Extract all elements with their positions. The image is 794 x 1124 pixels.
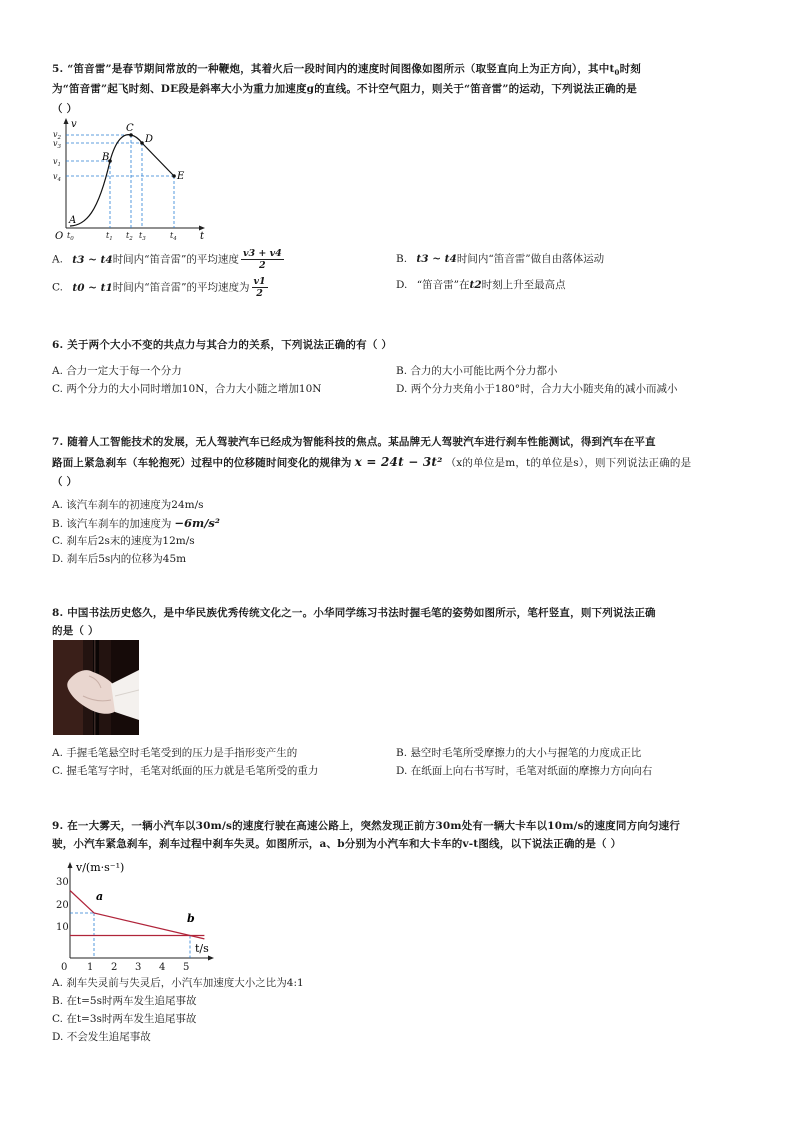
- q7-option-b[interactable]: B. 该汽车刹车的加速度为 −6m/s²: [52, 516, 220, 530]
- q9-ytick-20: 20: [56, 900, 69, 911]
- q8-option-c[interactable]: C. 握毛笔写字时，毛笔对纸面的压力就是毛笔所受的重力: [52, 765, 319, 777]
- q9-stem-line1: 9. 在一大雾天，一辆小汽车以30m/s的速度行驶在高速公路上，突然发现正前方30m处有一辆大卡车以10m/s的速度同方向匀速行: [52, 820, 681, 832]
- q9-ytick-30: 30: [56, 877, 69, 888]
- q7-stem-line3: （ ）: [52, 476, 78, 488]
- q5-option-d[interactable]: D. “笛音雷”在t2时刻上升至最高点: [396, 279, 566, 291]
- q5-axis-t-arrow: [199, 226, 205, 231]
- q5-option-a[interactable]: A. t3 ~ t4时间内“笛音雷”的平均速度 $\frac{v3 + v4}{2}$: [52, 248, 282, 271]
- q5-label-v2: $v_2$: [53, 130, 62, 141]
- q6-option-a[interactable]: A. 合力一定大于每一个分力: [52, 365, 182, 377]
- q5-label-v4: $v_4$: [53, 172, 62, 183]
- q5-label-t1: $t_1$: [106, 231, 113, 242]
- q9-stem-line2: 驶，小汽车紧急刹车，刹车过程中刹车失灵。如图所示，a、b分别为小汽车和大卡车的v-t图线，以下说法正确的是（ ）: [52, 838, 622, 850]
- q5-label-d: D: [145, 134, 154, 145]
- q5-stem-line2: 为“笛音雷”起飞时刻、DE段是斜率大小为重力加速度g的直线。不计空气阻力，则关于“笛音雷”的运动，下列说法正确的是: [52, 83, 638, 95]
- q5-label-a: A: [69, 215, 77, 226]
- q6-option-d[interactable]: D. 两个分力夹角小于180°时，合力大小随夹角的减小而减小: [396, 383, 678, 395]
- q9-xtick-5: 5: [183, 962, 190, 973]
- q5-axis-v-label: v: [71, 119, 77, 130]
- q5-label-t4: $t_4$: [170, 231, 177, 242]
- q5-stem-line1: 5. “笛音雷”是春节期间常放的一种鞭炮，其着火后一段时间内的速度时间图像如图所示（取竖直向上为正方向），其中$t_0$时刻: [52, 63, 641, 78]
- q5-label-b: B: [102, 152, 110, 163]
- q7-option-c[interactable]: C. 刹车后2s末的速度为12m/s: [52, 535, 195, 547]
- brush-hand-illustration: [53, 640, 139, 735]
- q5-option-c[interactable]: C. t0 ~ t1时间内“笛音雷”的平均速度为 $\frac{v1}{2}$: [52, 276, 266, 299]
- q8-stem-line1: 8. 中国书法历史悠久，是中华民族优秀传统文化之一。小华同学练习书法时握毛笔的姿势如图所示，笔杆竖直，则下列说法正确: [52, 607, 656, 619]
- q6-option-b[interactable]: B. 合力的大小可能比两个分力都小: [396, 365, 558, 377]
- brush-holding-photo: [53, 640, 139, 735]
- q9-label-a: a: [96, 890, 104, 903]
- q9-xtick-4: 4: [159, 962, 166, 973]
- q5-point-d: [140, 141, 144, 145]
- q9-option-d[interactable]: D. 不会发生追尾事故: [52, 1031, 151, 1043]
- q5-label-t2: $t_2$: [126, 231, 133, 242]
- q6-option-c[interactable]: C. 两个分力的大小同时增加10N，合力大小随之增加10N: [52, 383, 322, 395]
- q9-axis-y-arrow: [68, 862, 73, 868]
- q5-option-b[interactable]: B. t3 ~ t4时间内“笛音雷”做自由落体运动: [396, 253, 605, 265]
- q5-label-c: C: [126, 123, 134, 134]
- q5-label-t0: $t_0$: [67, 231, 74, 242]
- q9-axis-x-label: t/s: [195, 942, 209, 955]
- q8-stem-line2: 的是（ ）: [52, 625, 99, 637]
- q9-series-line-a: [70, 891, 204, 939]
- q5-label-e: E: [177, 171, 185, 182]
- q5-label-t3: $t_3$: [139, 231, 146, 242]
- q5-label-v3: $v_3$: [53, 139, 62, 150]
- q7-option-d[interactable]: D. 刹车后5s内的位移为45m: [52, 553, 187, 565]
- q9-option-a[interactable]: A. 刹车失灵前与失灵后，小汽车加速度大小之比为4:1: [52, 977, 304, 989]
- q8-option-d[interactable]: D. 在纸面上向右书写时，毛笔对纸面的摩擦力方向向右: [396, 765, 653, 777]
- q9-xtick-2: 2: [111, 962, 118, 973]
- q5-stem-line3: （ ）: [52, 103, 78, 115]
- q9-axis-y-label: v/(m·s⁻¹): [76, 861, 125, 874]
- q9-vt-chart: [52, 856, 232, 976]
- q9-xtick-0: 0: [61, 962, 68, 973]
- q5-point-e: [172, 174, 176, 178]
- q5-label-v1: $v_1$: [53, 157, 62, 168]
- q5-axis-v-arrow: [64, 118, 69, 124]
- q9-option-b[interactable]: B. 在t=5s时两车发生追尾事故: [52, 995, 197, 1007]
- q9-option-c[interactable]: C. 在t=3s时两车发生追尾事故: [52, 1013, 197, 1025]
- q7-stem-line2: 路面上紧急刹车（车轮抱死）过程中的位移随时间变化的规律为 x = 24t − 3t² （x的单位是m，t的单位是s），则下列说法正确的是: [52, 455, 692, 469]
- q5-axis-t-label: t: [200, 231, 205, 242]
- q5-vt-graph: [52, 117, 212, 245]
- q7-option-a[interactable]: A. 该汽车刹车的初速度为24m/s: [52, 499, 204, 511]
- q9-ytick-10: 10: [56, 922, 69, 933]
- q8-option-a[interactable]: A. 手握毛笔悬空时毛笔受到的压力是手指形变产生的: [52, 747, 298, 759]
- q5-vt-curve: [70, 135, 174, 226]
- q9-xtick-3: 3: [135, 962, 142, 973]
- q9-axis-x-arrow: [208, 956, 214, 961]
- q9-xtick-1: 1: [87, 962, 94, 973]
- q7-stem-line1: 7. 随着人工智能技术的发展，无人驾驶汽车已经成为智能科技的焦点。某品牌无人驾驶汽车进行刹车性能测试，得到汽车在平直: [52, 436, 656, 448]
- q9-label-b: b: [187, 912, 195, 925]
- q5-option-c-fraction: $\frac{v1}{2}$: [253, 276, 266, 299]
- q6-stem: 6. 关于两个大小不变的共点力与其合力的关系，下列说法正确的有（ ）: [52, 339, 393, 351]
- q5-option-a-fraction: $\frac{v3 + v4}{2}$: [242, 248, 282, 271]
- q5-origin-label: O: [55, 231, 64, 242]
- q8-option-b[interactable]: B. 悬空时毛笔所受摩擦力的大小与握笔的力度成正比: [396, 747, 642, 759]
